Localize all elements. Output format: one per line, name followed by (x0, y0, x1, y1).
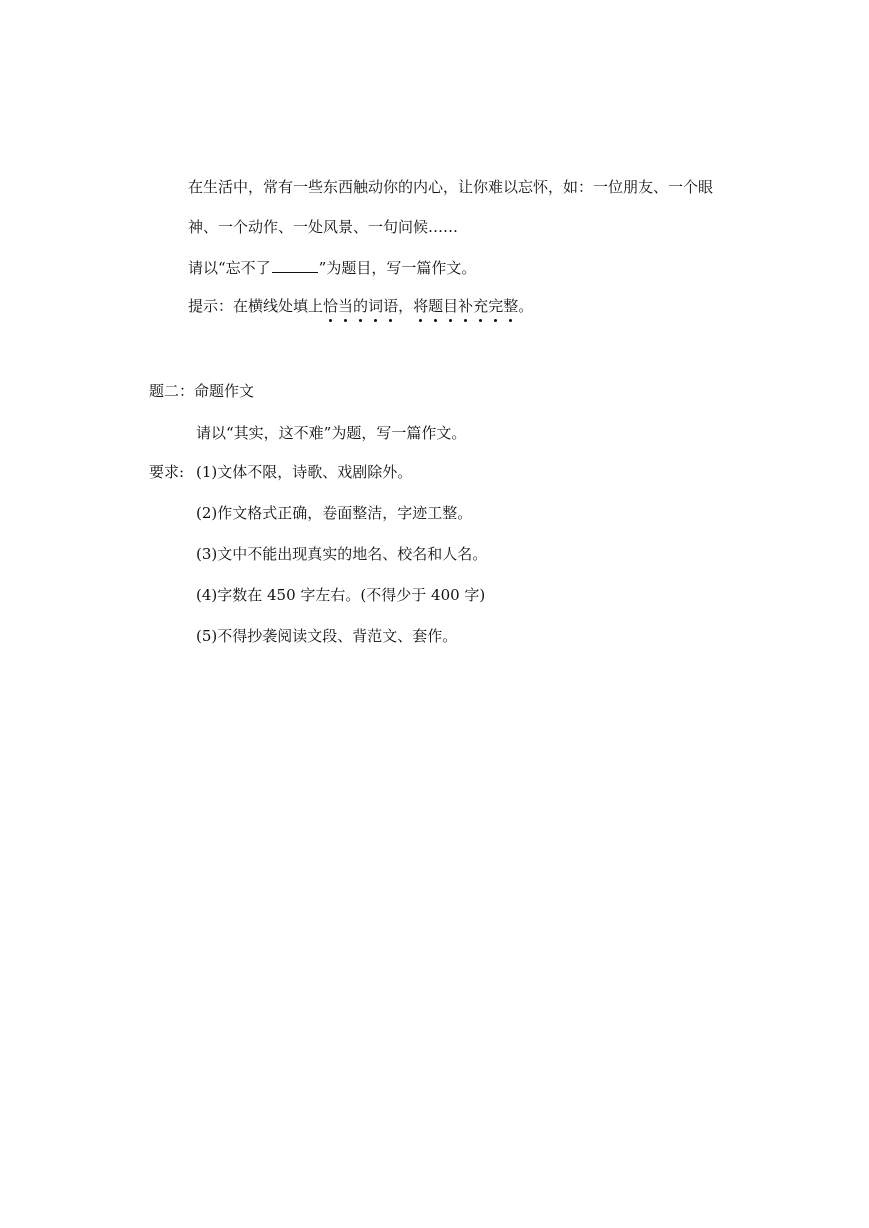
hint-text-middle: ， (398, 297, 414, 315)
emphasized-char: 充 (473, 297, 489, 315)
requirement-item: (4)字数在 450 字左右。(不得少于 400 字) (196, 586, 486, 604)
hint-text-before: 提示：在横线处填上 (188, 297, 324, 315)
instruction-text-after: ”为题目，写一篇作文。 (318, 259, 477, 277)
prompt1-paragraph-line2: 神、一个动作、一处风景、一句问候…… (188, 218, 459, 236)
emphasized-char: 完 (488, 297, 504, 315)
prompt2-instruction: 请以“其实，这不难”为题，写一篇作文。 (196, 424, 467, 442)
emphasized-char: 的 (353, 297, 369, 315)
emphasized-char: 整 (503, 297, 519, 315)
requirement-item: (3)文中不能出现真实的地名、校名和人名。 (196, 545, 488, 563)
emphasized-char: 目 (443, 297, 459, 315)
hint-text-after: 。 (518, 297, 534, 315)
hint-emphasis-2 (413, 297, 518, 315)
prompt2-heading: 题二：命题作文 (149, 382, 255, 400)
title-blank-line (272, 258, 318, 273)
prompt1-paragraph-line1: 在生活中，常有一些东西触动你的内心，让你难以忘怀，如：一位朋友、一个眼 (188, 178, 714, 196)
prompt1-instruction (188, 258, 476, 278)
emphasized-char: 词 (368, 297, 384, 315)
instruction-text-before: 请以“忘不了 (188, 259, 271, 277)
emphasized-char: 补 (458, 297, 474, 315)
requirement-item: (1)文体不限，诗歌、戏剧除外。 (196, 463, 413, 481)
emphasized-char: 题 (428, 297, 444, 315)
emphasized-char: 将 (413, 297, 429, 315)
emphasized-char: 当 (338, 297, 354, 315)
hint-emphasis-1 (323, 297, 398, 315)
requirement-item: (5)不得抄袭阅读文段、背范文、套作。 (196, 627, 458, 645)
emphasized-char: 语 (383, 297, 399, 315)
requirement-item: (2)作文格式正确，卷面整洁，字迹工整。 (196, 504, 473, 522)
emphasized-char: 恰 (323, 297, 339, 315)
prompt1-hint (188, 296, 533, 316)
requirements-label: 要求: (149, 463, 185, 481)
